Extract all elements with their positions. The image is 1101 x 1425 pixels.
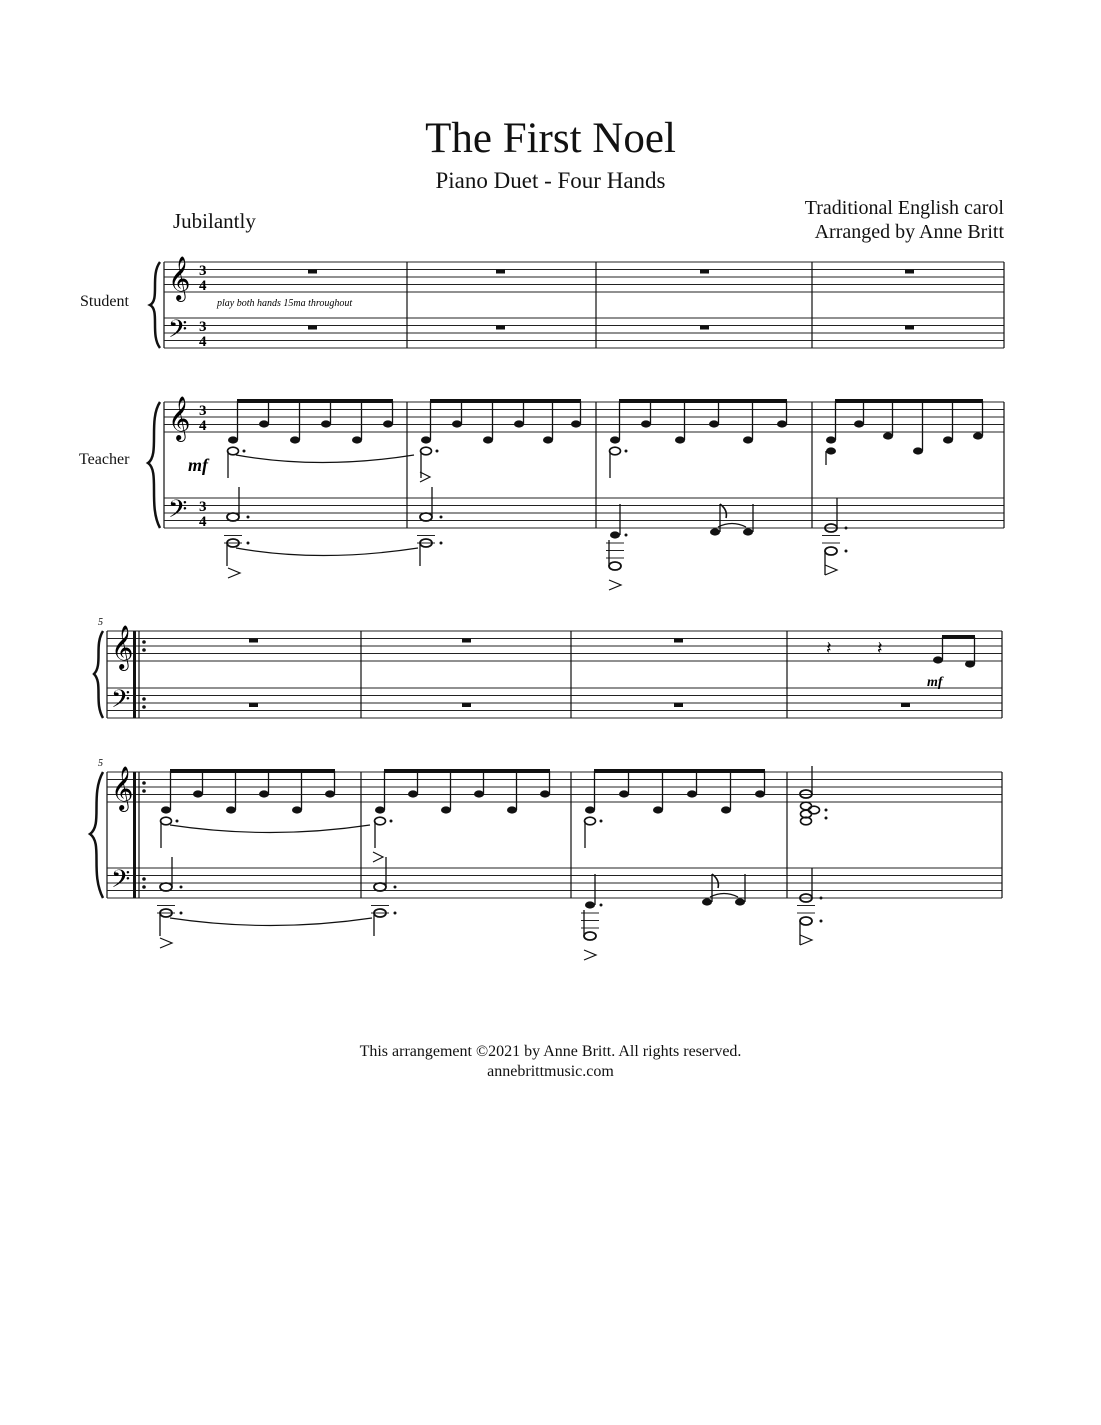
quarter-rest-icon: 𝄽 [826, 638, 832, 658]
time-sig-bottom: 4 [199, 278, 207, 294]
arranger-line: Arranged by Anne Britt [814, 221, 1004, 243]
page-subtitle: Piano Duet - Four Hands [435, 168, 666, 193]
time-sig-bottom: 4 [199, 514, 207, 530]
teacher-brace [90, 772, 103, 898]
page-title: The First Noel [425, 115, 676, 162]
time-sig-bottom: 4 [199, 334, 207, 350]
barlines-system-1 [407, 262, 1004, 528]
quarter-rest-icon: 𝄽 [877, 638, 883, 658]
student-pickup-m8 [826, 635, 975, 690]
teacher-treble-eighths-system-2 [161, 766, 828, 862]
barlines-system-2 [361, 631, 1002, 898]
page-footer [0, 1042, 1101, 1082]
whole-rests-system-1 [308, 270, 914, 330]
teacher-bass-staff [164, 498, 1004, 528]
time-signatures [199, 263, 207, 530]
teacher-bass-notes-system-2 [157, 857, 823, 960]
tempo-marking: Jubilantly [173, 209, 256, 233]
time-sig-top: 3 [199, 403, 207, 419]
measure-number: 5 [98, 758, 103, 769]
music-score-system-3 [0, 990, 1101, 1290]
teacher-treble-staff [107, 772, 1002, 802]
teacher-treble-staff [164, 402, 1004, 432]
student-part-label: Student [80, 293, 129, 310]
student-bass-staff [107, 688, 1002, 718]
treble-clef-icon: 𝄞 [111, 625, 134, 669]
bass-clef-icon: 𝄢 [168, 315, 188, 350]
time-sig-top: 3 [199, 263, 207, 279]
whole-rests-system-2 [249, 639, 910, 708]
teacher-part-label: Teacher [79, 451, 130, 468]
treble-clef-icon: 𝄞 [168, 256, 191, 300]
system-2 [90, 617, 1002, 960]
bass-clef-icon: 𝄢 [111, 865, 131, 900]
student-bass-staff [164, 318, 1004, 348]
student-brace [150, 262, 160, 348]
bass-clef-icon: 𝄢 [111, 685, 131, 720]
student-brace [94, 631, 103, 718]
composer-line: Traditional English carol [804, 197, 1004, 219]
bass-clef-icon: 𝄢 [168, 495, 188, 530]
teacher-bass-notes-system-1 [224, 487, 848, 590]
treble-clef-icon: 𝄞 [111, 766, 134, 810]
student-treble-staff [164, 262, 1004, 292]
time-sig-top: 3 [199, 499, 207, 515]
measure-number: 5 [98, 617, 103, 628]
teacher-treble-eighths-system-1 [228, 399, 984, 482]
time-sig-bottom: 4 [199, 418, 207, 434]
system-1 [148, 256, 1004, 590]
student-treble-staff [107, 631, 1002, 661]
teacher-bass-staff [107, 868, 1002, 898]
treble-clef-icon: 𝄞 [168, 396, 191, 440]
performance-note: play both hands 15ma throughout [217, 298, 353, 309]
website-link: annebrittmusic.com [487, 1063, 614, 1080]
time-sig-top: 3 [199, 319, 207, 335]
repeat-start-signs [133, 631, 146, 898]
teacher-brace [148, 402, 160, 528]
dynamic-marking: mf [927, 675, 943, 690]
dynamic-marking: mf [188, 455, 208, 475]
copyright-notice: This arrangement ©2021 by Anne Britt. All rights reserved. [359, 1043, 742, 1060]
